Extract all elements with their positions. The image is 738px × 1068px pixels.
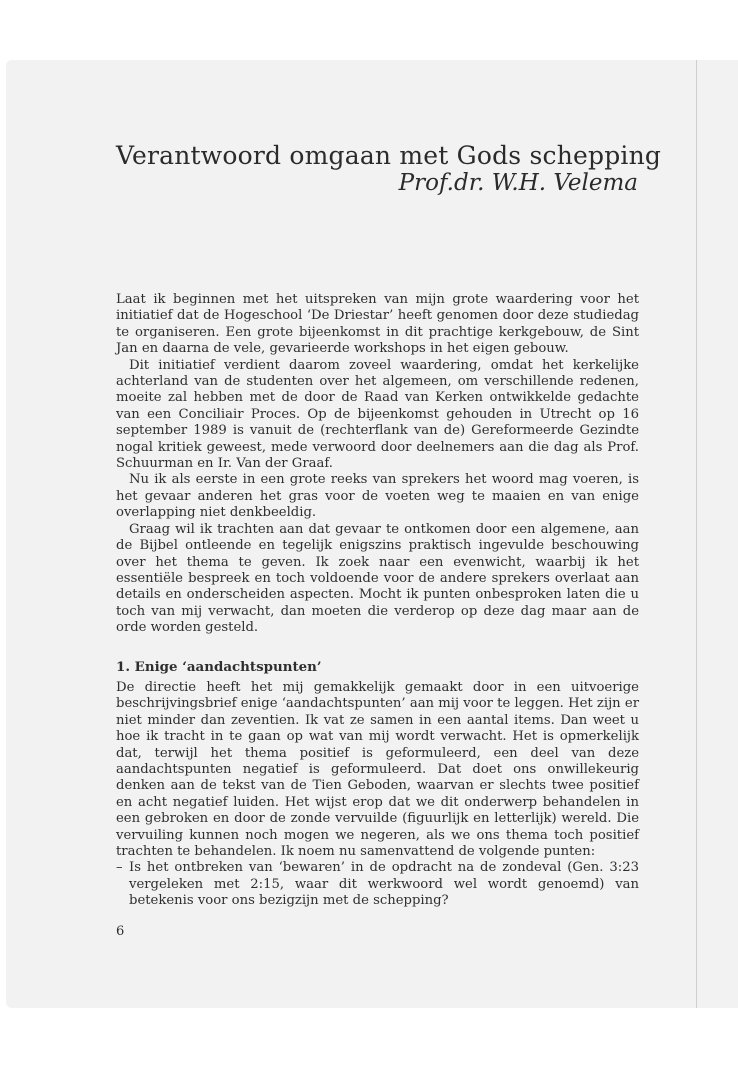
paragraph-intro: Laat ik beginnen met het uitspreken van mijn grote waardering voor het initiatief dat de Hogeschool ‘De Driestar’ heeft genomen door deze studiedag te organiseren. Een grote bijeenkomst in dit prachtige kerkgebouw, de Sint Jan en daarna de vele, gevarieerde workshops in het eigen gebouw. xyxy=(116,292,639,357)
paragraph-approach: Graag wil ik trachten aan dat gevaar te ontkomen door een algemene, aan de Bijbel ontleende en tegelijk enigszins praktisch ingevulde beschouwing over het thema te geven. Ik zoek naar een evenwicht, waarbij ik het essentiële bespreek en toch voldoende voor de andere sprekers overlaat aan details en onderscheiden aspecten. Mocht ik punten onbesproken laten die u toch van mij verwacht, dan moeten die verderop op deze dag maar aan de orde worden gesteld. xyxy=(116,521,639,636)
page-fold-line xyxy=(696,60,697,1008)
document-title: Verantwoord omgaan met Gods schepping xyxy=(116,140,662,170)
author-name: Prof.dr. W.H. Velema xyxy=(398,170,638,196)
document-body xyxy=(116,292,639,910)
list-item xyxy=(116,860,639,909)
bullet-text: Is het ontbreken van ‘bewaren’ in de opdracht na de zondeval (Gen. 3:23 vergeleken met 2:15, waar dit werkwoord wel wordt genoemd) van betekenis voor ons bezigzijn met de schepping? xyxy=(129,860,639,909)
paragraph-first-speaker: Nu ik als eerste in een grote reeks van sprekers het woord mag voeren, is het gevaar anderen het gras voor de voeten weg te maaien en van enige overlapping niet denkbeeldig. xyxy=(116,472,639,521)
bullet-dash: – xyxy=(116,860,123,876)
section-heading: 1. Enige ‘aandachtspunten’ xyxy=(116,658,322,675)
page-number: 6 xyxy=(116,924,125,939)
paragraph-section: De directie heeft het mij gemakkelijk gemaakt door in een uitvoerige beschrijvingsbrief enige ‘aandachtspunten’ aan mij voor te leggen. Het zijn er niet minder dan zeventien. Ik vat ze samen in een aantal items. Dan weet u hoe ik tracht in te gaan op wat van mij wordt verwacht. Het is opmerkelijk dat, terwijl het thema positief is geformuleerd, een deel van deze aandachtspunten negatief is geformuleerd. Dat doet ons onwillekeurig denken aan de tekst van de Tien Geboden, waarvan er slechts twee positief en acht negatief luiden. Het wijst erop dat we dit onderwerp behandelen in een gebroken en door de zonde vervuilde (figuurlijk en letterlijk) wereld. Die vervuiling kunnen noch mogen we negeren, als we ons thema toch positief trachten te behandelen. Ik noem nu samenvattend de volgende punten: xyxy=(116,679,639,859)
paragraph-initiative: Dit initiatief verdient daarom zoveel waardering, omdat het kerkelijke achterland van de studenten over het algemeen, om verschillende redenen, moeite zal hebben met de door de Raad van Kerken ontwikkelde gedachte van een Conciliair Proces. Op de bijeenkomst gehouden in Utrecht op 16 september 1989 is vanuit de (rechterflank van de) Gereformeerde Gezindte nogal kritiek geweest, mede verwoord door deelnemers aan die dag als Prof. Schuurman en Ir. Van der Graaf. xyxy=(116,357,639,472)
